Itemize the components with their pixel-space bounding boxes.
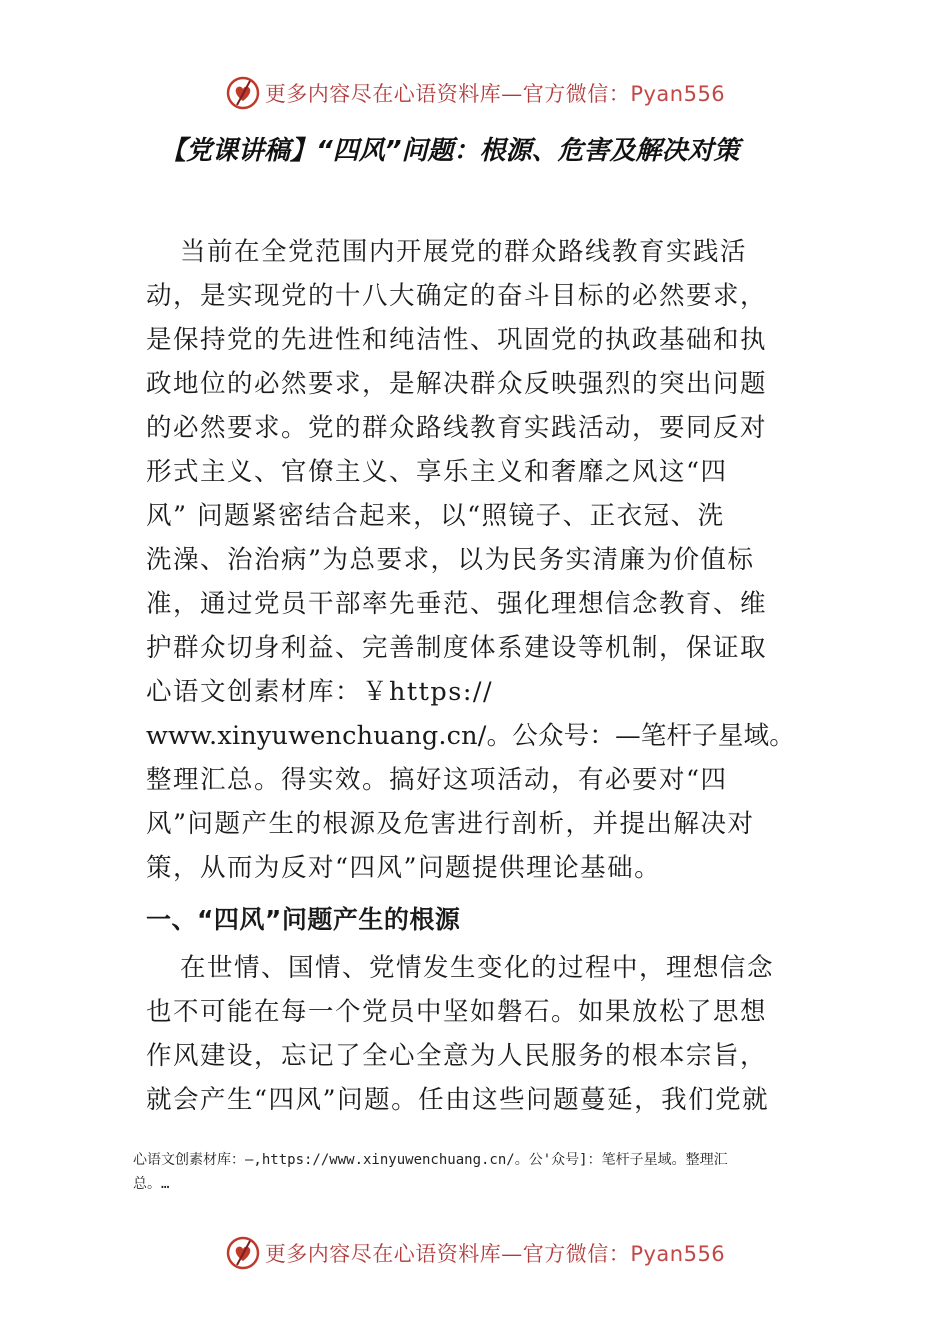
text-line: 整理汇总。得实效。搞好这项活动，有必要对“四	[146, 765, 728, 795]
text-line: 准，通过党员干部率先垂范、强化理想信念教育、维	[146, 589, 768, 619]
text-line: 政地位的必然要求，是解决群众反映强烈的突出问题	[146, 369, 768, 399]
text-line: 是保持党的先进性和纯洁性、巩固党的执政基础和执	[146, 325, 768, 355]
text-line: 策，从而为反对“四风”问题提供理论基础。	[146, 853, 662, 883]
footnote-line: 总。…	[133, 1176, 170, 1192]
text-line: 作风建设，忘记了全心全意为人民服务的根本宗旨，	[146, 1041, 768, 1071]
text-line: 就会产生“四风”问题。任由这些问题蔓延，我们党就	[146, 1085, 770, 1115]
section-heading: 一、“四风”问题产生的根源	[146, 905, 461, 934]
footer-banner	[0, 1228, 950, 1278]
text-line: 动，是实现党的十八大确定的奋斗目标的必然要求，	[146, 281, 768, 311]
text-line: 洗澡、治治病”为总要求，以为民务实清廉为价值标	[146, 545, 755, 575]
banner-text: 更多内容尽在心语资料库—官方微信：Pyan556	[264, 82, 726, 106]
text-line: 护群众切身利益、完善制度体系建设等机制，保证取	[146, 633, 768, 663]
text-line: 当前在全党范围内开展党的群众路线教育实践活	[180, 237, 748, 267]
text-line: 也不可能在每一个党员中坚如磐石。如果放松了思想	[146, 997, 768, 1027]
text-line: 的必然要求。党的群众路线教育实践活动，要同反对	[146, 413, 768, 443]
document-title: 【党课讲稿】“四风”问题：根源、危害及解决对策	[160, 136, 740, 166]
text-line: 风” 问题紧密结合起来，以“照镜子、正衣冠、洗	[146, 501, 725, 531]
pen-heart-logo-icon	[225, 75, 261, 111]
paragraph-intro	[146, 230, 806, 890]
text-line: 风”问题产生的根源及危害进行剖析，并提出解决对	[146, 809, 755, 839]
document-body	[146, 230, 806, 1122]
header-banner	[0, 68, 950, 118]
text-line: www.xinyuwenchuang.cn/。公众号：—笔杆子星域。	[146, 721, 795, 751]
paragraph-roots	[146, 946, 806, 1122]
text-line: 形式主义、官僚主义、享乐主义和奢靡之风这“四	[146, 457, 728, 487]
banner-text: 更多内容尽在心语资料库—官方微信：Pyan556	[264, 1242, 726, 1266]
text-line: 心语文创素材库：￥https://	[146, 677, 494, 707]
text-line: 在世情、国情、党情发生变化的过程中，理想信念	[180, 953, 775, 983]
footnote-line: 心语文创素材库：—,https://www.xinyuwenchuang.cn/。公'众号]：笔杆子星域。整理汇	[133, 1152, 728, 1168]
footnote	[133, 1148, 838, 1196]
pen-heart-logo-icon	[225, 1235, 261, 1271]
